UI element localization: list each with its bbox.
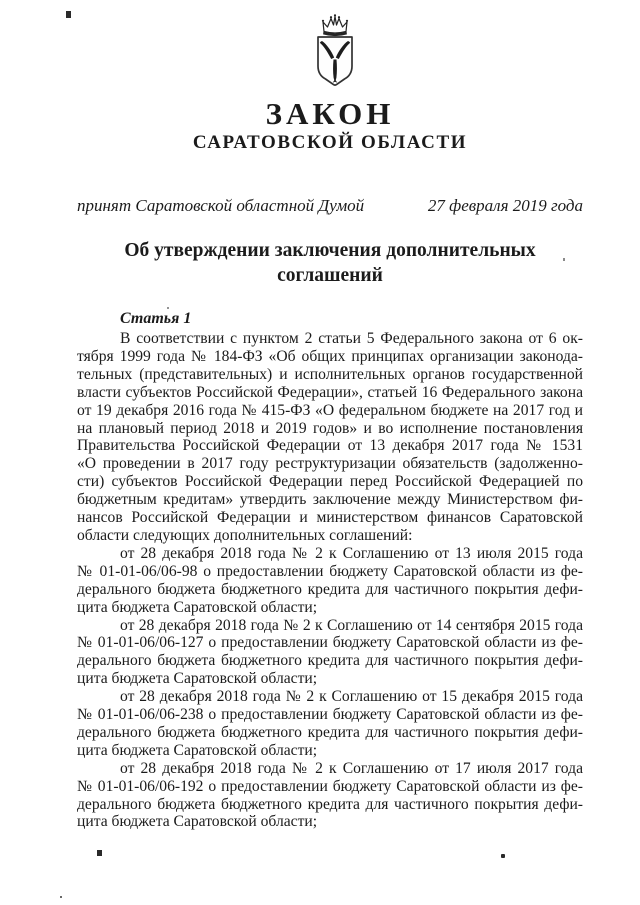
body-line: дерального бюджета бюджетного кредита для частичного покрытия дефи-	[77, 652, 583, 670]
body-line: сти) субъектов Российской Федерации перед Российской Федерацией по	[77, 473, 583, 491]
law-title: ЗАКОН	[265, 96, 395, 131]
body-line: цита бюджета Саратовской области;	[77, 598, 318, 616]
body-line: цита бюджета Саратовской области;	[77, 813, 318, 831]
subject-line: соглашений	[277, 264, 383, 286]
scan-artifact	[66, 11, 71, 18]
scan-artifact	[167, 307, 169, 309]
article-1-heading: Статья 1	[120, 310, 192, 327]
body-line: на плановый период 2018 и 2019 годов» и во исполнение постановления	[77, 419, 583, 437]
body-line: цита бюджета Саратовской области;	[77, 670, 318, 688]
body-line: № 01-01-06/06-192 о предоставлении бюджету Саратовской области из фе-	[77, 777, 583, 795]
body-line: от 28 декабря 2018 года № 2 к Соглашению от 14 сентября 2015 года	[120, 616, 583, 634]
body-line: Правительства Российской Федерации от 13 декабря 2017 года № 1531	[77, 437, 583, 455]
body-line: власти субъектов Российской Федерации», статьей 16 Федерального закона	[77, 383, 583, 401]
subject-line: Об утверждении заключения дополнительных	[124, 240, 536, 261]
body-line: дерального бюджета бюджетного кредита для частичного покрытия дефи-	[77, 795, 583, 813]
body-line: № 01-01-06/06-238 о предоставлении бюджету Саратовской области из фе-	[77, 706, 583, 724]
body-line: области следующих дополнительных соглашений:	[77, 526, 413, 544]
adoption-body-text: принят Саратовской областной Думой	[77, 196, 365, 215]
body-line: дерального бюджета бюджетного кредита для частичного покрытия дефи-	[77, 580, 583, 598]
adoption-line	[77, 196, 583, 216]
body-line: от 28 декабря 2018 года № 2 к Соглашению от 13 июля 2015 года	[120, 544, 583, 562]
body-line: от 28 декабря 2018 года № 2 к Соглашению от 15 декабря 2015 года	[120, 688, 583, 706]
adoption-date: 27 февраля 2019 года	[427, 196, 583, 215]
scan-artifact	[97, 850, 102, 856]
coat-of-arms-icon	[310, 13, 360, 89]
body-line: цита бюджета Саратовской области;	[77, 741, 318, 759]
scan-artifact	[60, 896, 62, 898]
document-subject	[77, 239, 583, 288]
body-line: бюджетным кредитам» утвердить заключение между Министерством фи-	[77, 491, 583, 509]
scan-artifact	[501, 854, 505, 858]
body-line: от 19 декабря 2016 года № 415-ФЗ «О федеральном бюджете на 2017 год и	[77, 401, 583, 419]
body-line: № 01-01-06/06-127 о предоставлении бюджету Саратовской области из фе-	[77, 634, 583, 652]
body-paragraphs	[77, 330, 583, 831]
body-line: дерального бюджета бюджетного кредита для частичного покрытия дефи-	[77, 723, 583, 741]
body-line: В соответствии с пунктом 2 статьи 5 Федерального закона от 6 ок-	[120, 330, 583, 347]
body-line: «О проведении в 2017 году реструктуризации обязательств (задолженно-	[77, 455, 583, 473]
body-line: от 28 декабря 2018 года № 2 к Соглашению от 17 июля 2017 года	[120, 759, 583, 777]
body-line: № 01-01-06/06-98 о предоставлении бюджету Саратовской области из фе-	[77, 562, 583, 580]
body-line: тября 1999 года № 184-ФЗ «Об общих принципах организации законода-	[77, 347, 583, 365]
law-subtitle: САРАТОВСКОЙ ОБЛАСТИ	[192, 132, 468, 153]
body-line: тельных (представительных) и исполнительных органов государственной	[77, 365, 583, 383]
body-line: нансов Российской Федерации и министерством финансов Саратовской	[77, 509, 583, 527]
